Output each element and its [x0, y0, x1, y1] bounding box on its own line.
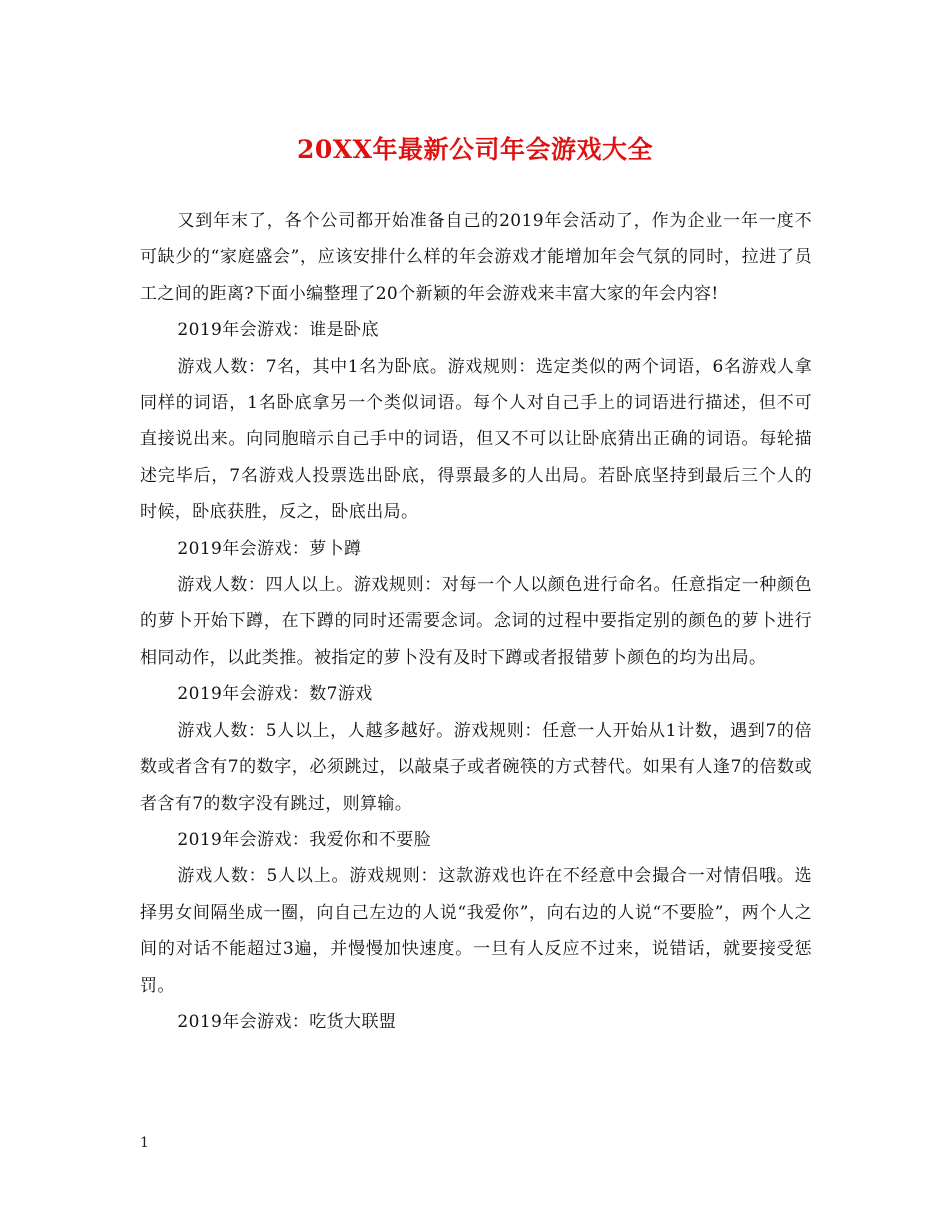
document-title: 20XX年最新公司年会游戏大全	[296, 135, 654, 164]
section-paragraph: 游戏人数：5人以上。游戏规则：这款游戏也许在不经意中会撮合一对情侣哦。选择男女间隔坐成一圈，向自己左边的人说“我爱你”，向右边的人说“不要脸”，两个人之间的对话不能超过3遍，并慢慢加快速度。一旦有人反应不过来，说错话，就要接受惩罚。	[140, 866, 812, 996]
document-body	[140, 203, 812, 1040]
intro-paragraph: 又到年末了，各个公司都开始准备自己的2019年会活动了，作为企业一年一度不可缺少的“家庭盛会”，应该安排什么样的年会游戏才能增加年会气氛的同时，拉进了员工之间的距离?下面小编整理了20个新颖的年会游戏来丰富大家的年会内容!	[140, 211, 812, 304]
section-heading: 2019年会游戏：萝卜蹲	[177, 538, 362, 559]
section-heading: 2019年会游戏：数7游戏	[177, 684, 373, 705]
section-heading: 2019年会游戏：吃货大联盟	[177, 1011, 397, 1032]
section-paragraph: 游戏人数：7名，其中1名为卧底。游戏规则：选定类似的两个词语，6名游戏人拿同样的词语，1名卧底拿另一个类似词语。每个人对自己手上的词语进行描述，但不可直接说出来。向同胞暗示自己手中的词语，但又不可以让卧底猜出正确的词语。每轮描述完毕后，7名游戏人投票选出卧底，得票最多的人出局。若卧底坚持到最后三个人的时候，卧底获胜，反之，卧底出局。	[140, 356, 812, 523]
page-number: 1	[140, 1135, 149, 1151]
section-heading: 2019年会游戏：我爱你和不要脸	[177, 829, 432, 850]
section-paragraph: 游戏人数：四人以上。游戏规则：对每一个人以颜色进行命名。任意指定一种颜色的萝卜开始下蹲，在下蹲的同时还需要念词。念词的过程中要指定别的颜色的萝卜进行相同动作，以此类推。被指定的萝卜没有及时下蹲或者报错萝卜颜色的均为出局。	[140, 575, 812, 668]
section-paragraph: 游戏人数：5人以上，人越多越好。游戏规则：任意一人开始从1计数，遇到7的倍数或者含有7的数字，必须跳过，以敲桌子或者碗筷的方式替代。如果有人逢7的倍数或者含有7的数字没有跳过，则算输。	[140, 720, 812, 814]
section-heading: 2019年会游戏：谁是卧底	[177, 320, 379, 341]
